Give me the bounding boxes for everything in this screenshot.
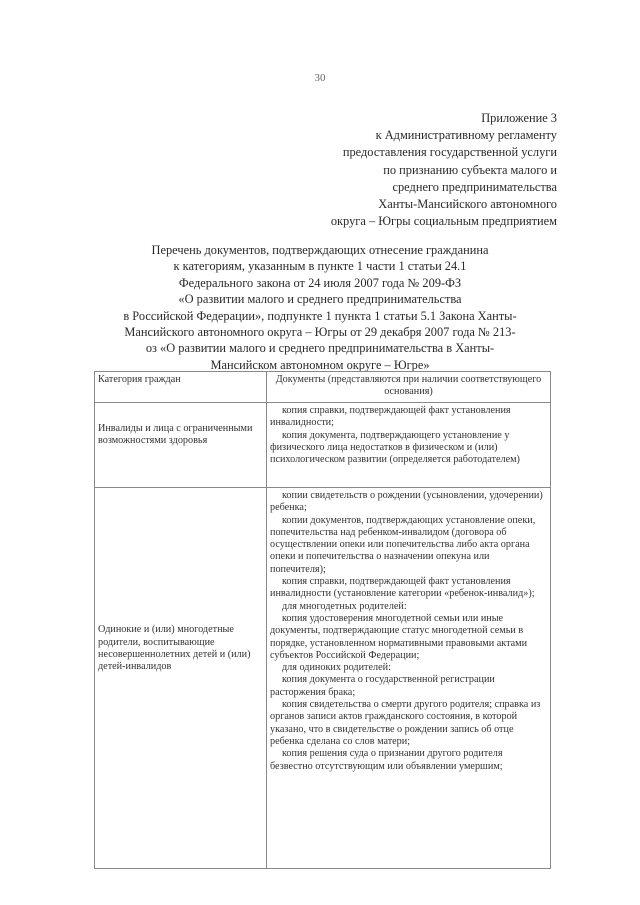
appendix-line: по признанию субъекта малого и [383, 162, 557, 177]
header-category: Категория граждан [95, 372, 267, 403]
category-cell: Инвалиды и лица с ограниченными возможностями здоровья [95, 403, 267, 488]
title-line: в Российской Федерации», подпункте 1 пункта 1 статьи 5.1 Закона Ханты- [123, 308, 517, 323]
title-line: Перечень документов, подтверждающих отнесение гражданина [151, 243, 489, 257]
appendix-line: Ханты-Мансийского автономного [378, 197, 557, 212]
document-item: копии свидетельств о рождении (усыновлении, удочерении) ребенка; [270, 490, 543, 514]
document-item: копия справки, подтверждающей факт установления инвалидности (установление категории «ребенок-инвалид»); [270, 576, 535, 600]
document-item: копия документа о государственной регистрации расторжения брака; [270, 674, 495, 698]
title-line: Федерального закона от 24 июля 2007 года № 209-ФЗ [178, 275, 462, 290]
header-documents: Документы (представляются при наличии соответствующего основания) [267, 372, 551, 403]
document-item: для одиноких родителей: [282, 662, 391, 674]
title-line: Мансийского автономного округа – Югры от 29 декабря 2007 года № 213- [124, 325, 516, 340]
appendix-line: округа – Югры социальным предприятием [330, 214, 557, 229]
documents-cell [267, 403, 551, 488]
documents-table [94, 371, 551, 869]
title-line: оз «О развитии малого и среднего предпринимательства в Ханты- [145, 341, 495, 356]
document-title [100, 242, 540, 373]
table-header-row [95, 372, 551, 403]
table-row [95, 403, 551, 488]
document-item: копия решения суда о признании другого родителя безвестно отсутствующим или объявлении умершим; [270, 748, 503, 772]
page-number: 30 [314, 72, 326, 84]
title-line: к категориям, указанным в пункте 1 части 1 статьи 24.1 [173, 259, 467, 274]
appendix-line: среднего предпринимательства [392, 179, 557, 194]
document-item: копия свидетельства о смерти другого родителя; справка из органов записи актов гражданского состояния, в которой указано, что в свидетельстве о рождении запись об отце ребенка сделана со слов матери; [270, 699, 541, 747]
document-item: копия документа, подтверждающего установление у физического лица недостатков в физическом и (или) психологическом развитии (определяется работодателем) [270, 429, 520, 466]
title-line: Мансийском автономном округе – Югре» [210, 357, 430, 372]
document-item: для многодетных родителей: [282, 600, 407, 612]
appendix-header [331, 110, 557, 230]
category-cell: Одинокие и (или) многодетные родители, воспитывающие несовершеннолетних детей и (или) детей-инвалидов [95, 488, 267, 869]
document-item: копии документов, подтверждающих установление опеки, попечительства над ребенком-инвалидом (договора об осуществлении опеки или попечительства либо акта органа опеки и попечительства о назначении опекуна или попечителя); [270, 514, 536, 575]
appendix-line: предоставления государственной услуги [342, 145, 557, 160]
appendix-line: к Административному регламенту [375, 128, 557, 143]
documents-cell [267, 488, 551, 869]
appendix-line: Приложение 3 [481, 111, 557, 125]
table-row [95, 488, 551, 869]
document-item: копия справки, подтверждающей факт установления инвалидности; [270, 405, 511, 429]
document-item: копия удостоверения многодетной семьи или иные документы, подтверждающие статус многодетной семьи в порядке, установленном нормативными правовыми актами субъектов Российской Федерации; [270, 612, 528, 661]
title-line: «О развитии малого и среднего предпринимательства [178, 292, 462, 307]
